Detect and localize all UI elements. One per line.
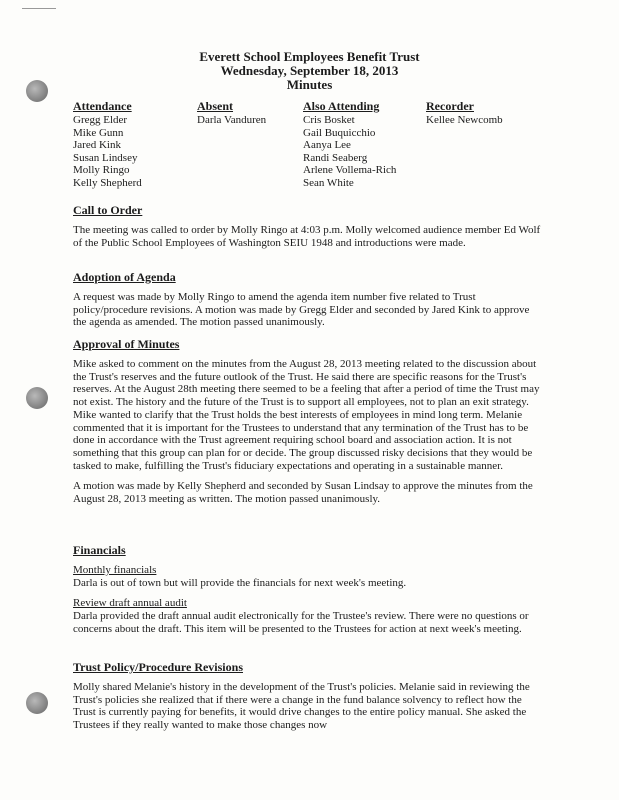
section-text: Darla provided the draft annual audit electronically for the Trustee's review. There were no questions or concerns about the draft. This item will be presented to the Trustees for action at next week's meeting. (73, 610, 529, 635)
absent-name: Darla Vanduren (197, 114, 267, 126)
attendance-column (73, 100, 142, 190)
recorder-column (426, 100, 503, 127)
document-header (0, 50, 619, 92)
also-attending-column (303, 100, 396, 190)
attendee-name: Jared Kink (73, 139, 121, 152)
guest-name: Aanya Lee (303, 139, 351, 152)
punch-hole-bottom (26, 692, 48, 714)
attendee-name: Gregg Elder (73, 114, 128, 126)
org-title: Everett School Employees Benefit Trust (199, 49, 420, 64)
meeting-date: Wednesday, September 18, 2013 (220, 63, 399, 78)
section-text: Mike asked to comment on the minutes from the August 28, 2013 meeting related to the discussion about the Trust's reserves and the future outlook of the Trust. He said there are specific reasons for the Trust's reserves. At the August 28th meeting there seemed to be a feeling that after a period of time the Trust may not exist. The history and the future of the Trust is to support all employees, not to plan an exit strategy. Mike wanted to clarify that the Trust holds the best interests of employees in mind long term. Melanie commented that it is important for the Trustees to understand that any termination of the Trust has to be done in accordance with the Trust agreement requiring school board and association action. It is not something that this group can plan for or decide. The group discussed risky decisions that they would be tasked to make, fulfilling the Trust's fiduciary expectations and operating in a sustainable manner. (73, 358, 540, 472)
subheading-draft-audit: Review draft annual audit (73, 597, 187, 610)
section-call-to-order (73, 204, 543, 257)
subheading-monthly-financials: Monthly financials (73, 564, 157, 576)
scan-mark (22, 8, 56, 9)
also-attending-heading: Also Attending (303, 99, 380, 113)
section-text: Molly shared Melanie's history in the development of the Trust's policies. Melanie said in reviewing the Trust's policies she realized that if there were a change in the fund balance solvency to reflect how the Trust is currently paying for benefits, it would drive changes to the entire policy manual. She asked the Trustees if they really wanted to make those changes now (73, 681, 530, 732)
absent-column (197, 100, 266, 127)
section-text: The meeting was called to order by Molly Ringo at 4:03 p.m. Molly welcomed audience member Ed Wolf of the Public School Employees of Washington SEIU 1948 and introductions were made. (73, 224, 541, 249)
recorder-name: Kellee Newcomb (426, 114, 503, 126)
section-heading: Approval of Minutes (73, 337, 180, 351)
section-text: Darla is out of town but will provide the financials for next week's meeting. (73, 576, 407, 589)
recorder-heading: Recorder (426, 99, 474, 113)
section-trust-policy (73, 661, 543, 740)
attendee-name: Susan Lindsey (73, 151, 138, 164)
doc-type: Minutes (286, 77, 333, 92)
guest-name: Cris Bosket (303, 114, 355, 126)
guest-name: Arlene Vollema-Rich (303, 164, 397, 177)
section-financials (73, 544, 543, 644)
guest-name: Gail Buquicchio (303, 126, 376, 139)
section-heading: Adoption of Agenda (73, 270, 176, 284)
absent-heading: Absent (197, 99, 234, 113)
section-text: A motion was made by Kelly Shepherd and seconded by Susan Lindsay to approve the minutes from the August 28, 2013 meeting as written. The motion passed unanimously. (73, 480, 533, 506)
section-approval-of-minutes (73, 338, 543, 514)
attendance-heading: Attendance (73, 99, 132, 113)
attendee-name: Kelly Shepherd (73, 176, 142, 189)
attendee-name: Molly Ringo (73, 164, 130, 177)
section-text: A request was made by Molly Ringo to amend the agenda item number five related to Trust policy/procedure revisions. A motion was made by Gregg Elder and seconded by Jared Kink to approve the agenda as amended. The motion passed unanimously. (73, 291, 530, 329)
section-adoption-of-agenda (73, 271, 543, 337)
punch-hole-middle (26, 387, 48, 409)
attendee-name: Mike Gunn (73, 126, 124, 139)
guest-name: Sean White (303, 176, 354, 189)
section-heading: Financials (73, 543, 126, 557)
section-heading: Trust Policy/Procedure Revisions (73, 660, 243, 674)
section-heading: Call to Order (73, 203, 143, 217)
guest-name: Randi Seaberg (303, 151, 368, 164)
